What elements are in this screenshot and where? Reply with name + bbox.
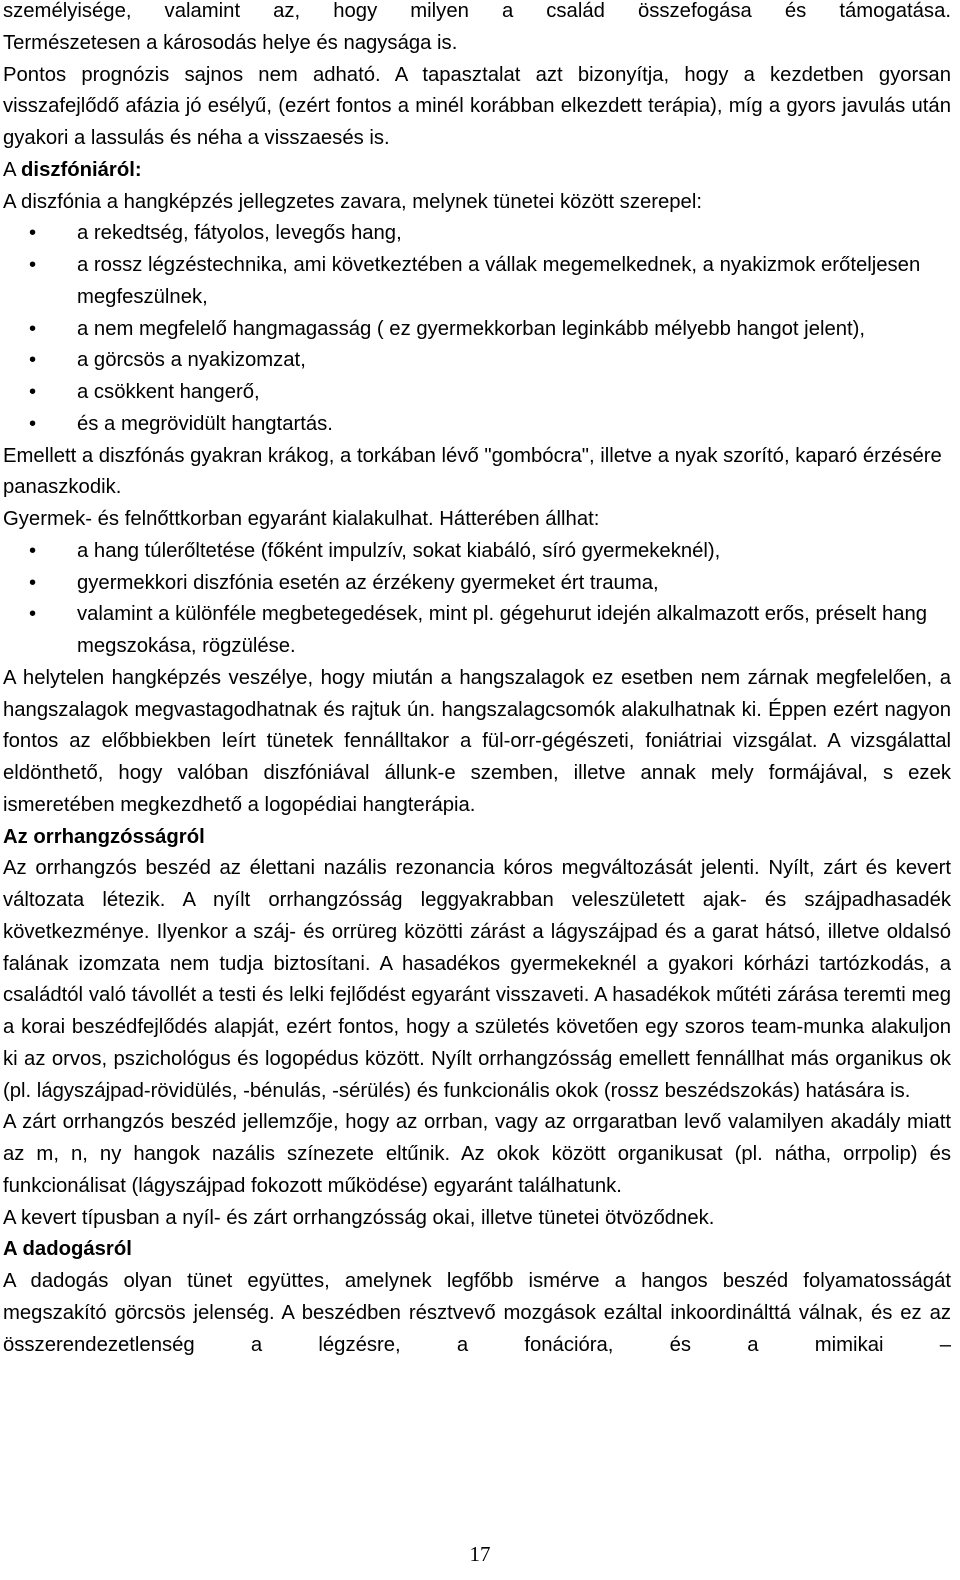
section-heading-stuttering: A dadogásról: [3, 1238, 132, 1261]
list-item: • és a megrövidült hangtartás.: [3, 409, 951, 441]
list-item: • a rekedtség, fátyolos, levegős hang,: [3, 218, 951, 250]
list-item: • a csökkent hangerő,: [3, 377, 951, 409]
list-dysphonia-causes: [3, 536, 951, 663]
paragraph-personality: [3, 0, 951, 60]
paragraph-dysphonia-causes-intro: Gyermek- és felnőttkorban egyaránt kialakulhat. Hátterében állhat:: [3, 508, 600, 530]
list-item: • gyermekkori diszfónia esetén az érzékeny gyermeket ért trauma,: [3, 568, 951, 600]
text-line: Természetesen a károsodás helye és nagysága is.: [3, 31, 458, 54]
document-page: [3, 0, 951, 1361]
list-item: • a rossz légzéstechnika, ami következtében a vállak megemelkednek, a nyakizmok erőteljesen megfeszülnek,: [3, 250, 951, 314]
list-item: • a görcsös a nyakizomzat,: [3, 345, 951, 377]
paragraph-dysphonia-intro: A diszfónia a hangképzés jellegzetes zavara, melynek tünetei között szerepel:: [3, 190, 702, 213]
paragraph-prognosis: Pontos prognózis sajnos nem adható. A tapasztalat azt bizonyítja, hogy a kezdetben gyorsan visszafejlődő afázia jó esélyű, (ezért fontos a minél korábban elkezdett terápia), míg a gyors javulás után gyakori a lassulás és néha a visszaesés is.: [3, 63, 951, 149]
list-item: • a nem megfelelő hangmagasság ( ez gyermekkorban leginkább mélyebb hangot jelent),: [3, 314, 951, 346]
list-dysphonia-symptoms: [3, 218, 951, 440]
paragraph-dysphonia-danger: A helytelen hangképzés veszélye, hogy miután a hangszalagok ez esetben nem zárnak megfelelően, a hangszalagok megvastagodhatnak és rajtuk ún. hangszalagcsomók alakulhatnak ki. Éppen ezért nagyon fontos az előbbiekben leírt tünetek fennálltakor a fül-orr-gégészeti, foniátriai vizsgálat. A vizsgálattal eldönthető, hogy valóban diszfóniával állunk-e szemben, illetve annak mely formájával, s ezek ismeretében megkezdhető a logopédiai hangterápia.: [3, 666, 951, 816]
page-number: 17: [469, 1542, 491, 1566]
paragraph-nasality-3: A kevert típusban a nyíl- és zárt orrhangzósság okai, illetve tünetei ötvöződnek.: [3, 1206, 715, 1229]
list-item: • valamint a különféle megbetegedések, mint pl. gégehurut idején alkalmazott erős, préselt hang megszokása, rögzülése.: [3, 599, 951, 663]
paragraph-nasality-1: Az orrhangzós beszéd az élettani nazális rezonancia kóros megváltozását jelenti. Nyílt, zárt és kevert változata létezik. A nyílt orrhangzósság leggyakrabban veleszületett ajak- és szájpadhasadék következménye. Ilyenkor a száj- és orrüreg közötti zárást a lágyszájpad és a garat hátsó, illetve oldalsó falának izomzata nem tudja biztosítani. A hasadékos gyermekeknél a gyakori kórházi tartózkodás, a családtól való távollét a testi és lelki fejlődést egyaránt visszaveti. A hasadékok műtéti zárása teremti meg a korai beszédfejlődés alapját, ezért fontos, hogy a születés követően egy szoros team-munka alakuljon ki az orvos, pszichológus és logopédus között. Nyílt orrhangzósság emellett fennállhat más organikus ok (pl. lágyszájpad-rövidülés, -bénulás, -sérülés) és funkcionális okok (rossz beszédszokás) hatására is.: [3, 857, 951, 1102]
section-heading-nasality: Az orrhangzósságról: [3, 825, 205, 848]
section-heading-dysphonia: A diszfóniáról:: [3, 158, 142, 181]
text-line: személyisége, valamint az, hogy milyen a család összefogása és támogatása.: [3, 0, 951, 22]
paragraph-dysphonia-besides: Emellett a diszfónás gyakran krákog, a torkában lévő "gombócra", illetve a nyak szorító, kaparó érzésére panaszkodik.: [3, 444, 942, 499]
list-item: • a hang túlerőltetése (főként impulzív, sokat kiabáló, síró gyermekeknél),: [3, 536, 951, 568]
paragraph-stuttering-1: A dadogás olyan tünet együttes, amelynek legfőbb ismérve a hangos beszéd folyamatosságát megszakító görcsös jelenség. A beszédben résztvevő mozgások ezáltal inkoordinálttá válnak, és ez az összerendezetlenség a légzésre, a fonációra, és a mimikai –: [3, 1270, 951, 1356]
paragraph-nasality-2: A zárt orrhangzós beszéd jellemzője, hogy az orrban, vagy az orrgaratban levő valamilyen akadály miatt az m, n, ny hangok nazális színezete eltűnik. Az okok között organikusat (pl. nátha, orrpolip) és funkcionálisat (lágyszájpad fokozott működése) egyaránt találhatunk.: [3, 1111, 951, 1197]
